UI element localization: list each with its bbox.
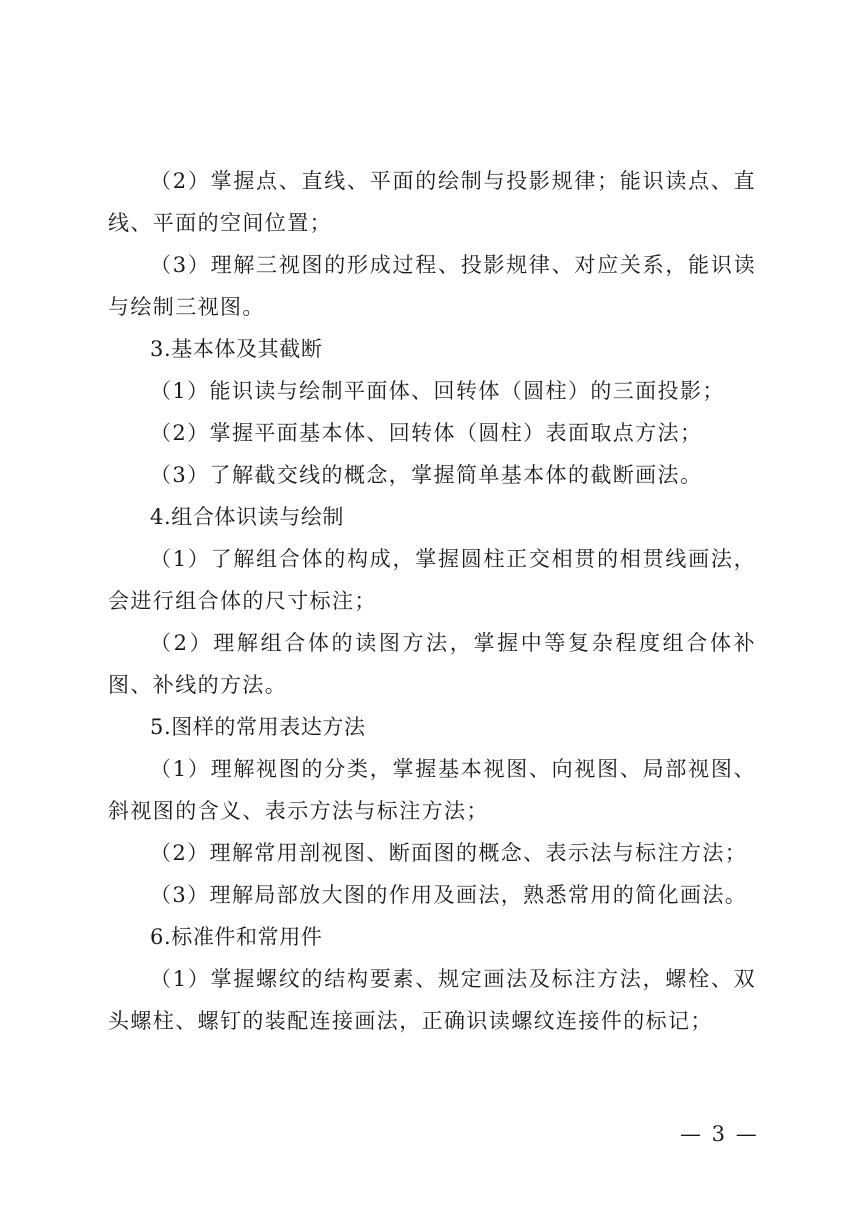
section-heading-6: 6.标准件和常用件	[150, 925, 323, 949]
paragraph-3-3: （3）了解截交线的概念，掌握简单基本体的截断画法。	[150, 463, 703, 487]
body-text	[108, 160, 756, 1042]
section-heading-4: 4.组合体识读与绘制	[150, 505, 345, 529]
page-number: — 3 —	[680, 1122, 759, 1146]
paragraph-3-2: （2）掌握平面基本体、回转体（圆柱）表面取点方法；	[150, 421, 703, 445]
paragraph-6-1: （1）掌握螺纹的结构要素、规定画法及标注方法，螺栓、双头螺柱、螺钉的装配连接画法，正确识读螺纹连接件的标记；	[108, 967, 756, 1033]
paragraph-4-2: （2）理解组合体的读图方法，掌握中等复杂程度组合体补图、补线的方法。	[108, 631, 756, 697]
section-heading-3: 3.基本体及其截断	[150, 337, 323, 361]
paragraph-5-2: （2）理解常用剖视图、断面图的概念、表示法与标注方法；	[150, 841, 748, 865]
paragraph-5-1: （1）理解视图的分类，掌握基本视图、向视图、局部视图、斜视图的含义、表示方法与标注方法；	[108, 757, 756, 823]
paragraph-2-2: （2）掌握点、直线、平面的绘制与投影规律；能识读点、直线、平面的空间位置；	[108, 169, 756, 235]
paragraph-3-1: （1）能识读与绘制平面体、回转体（圆柱）的三面投影；	[150, 379, 725, 403]
paragraph-5-3: （3）理解局部放大图的作用及画法，熟悉常用的简化画法。	[150, 883, 748, 907]
paragraph-4-1: （1）了解组合体的构成，掌握圆柱正交相贯的相贯线画法，会进行组合体的尺寸标注；	[108, 547, 756, 613]
paragraph-2-3: （3）理解三视图的形成过程、投影规律、对应关系，能识读与绘制三视图。	[108, 253, 756, 319]
section-heading-5: 5.图样的常用表达方法	[150, 715, 366, 739]
